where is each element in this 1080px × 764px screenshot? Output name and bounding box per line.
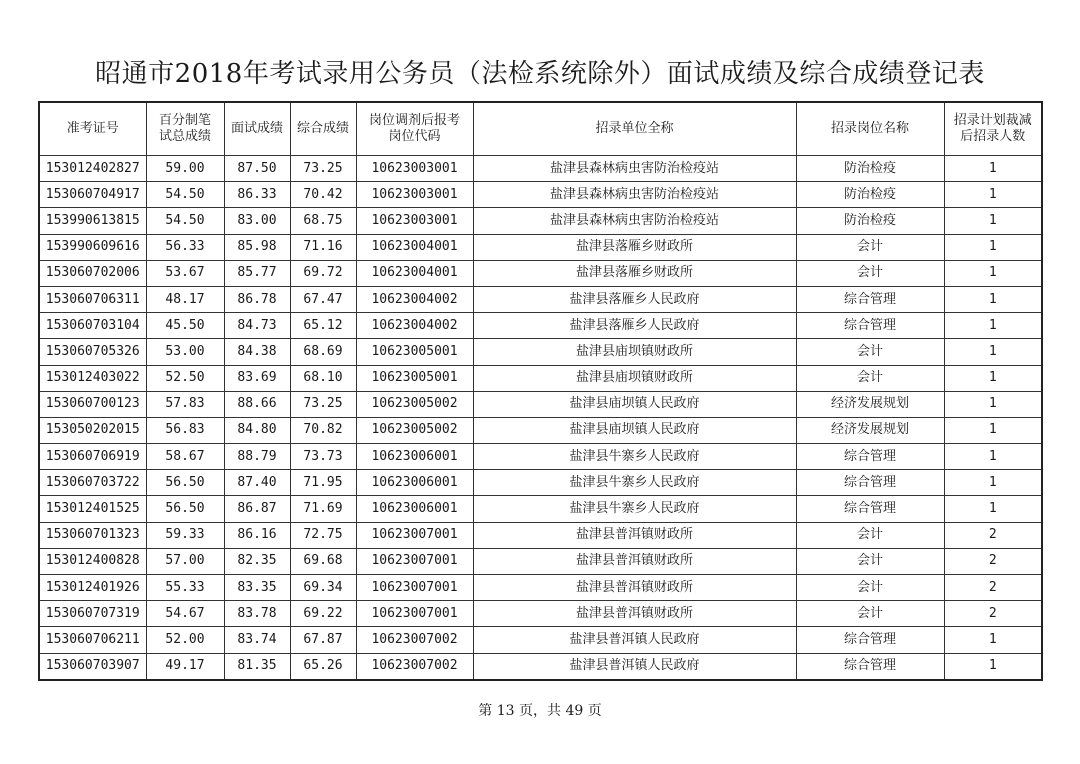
hire-count-cell: 1	[944, 313, 1042, 339]
exam-number-cell: 153060705326	[39, 339, 146, 365]
written-score-cell: 56.33	[146, 234, 224, 260]
position-name-cell: 会计	[796, 575, 944, 601]
unit-name-cell: 盐津县普洱镇财政所	[473, 601, 796, 627]
header-written-score: 百分制笔试总成绩	[146, 102, 224, 156]
hire-count-cell: 1	[944, 286, 1042, 312]
hire-count-cell: 2	[944, 575, 1042, 601]
written-score-cell: 54.50	[146, 182, 224, 208]
header-exam-number: 准考证号	[39, 102, 146, 156]
header-unit-name: 招录单位全称	[473, 102, 796, 156]
exam-number-cell: 153060700123	[39, 391, 146, 417]
interview-score-cell: 86.78	[224, 286, 290, 312]
total-score-cell: 71.69	[290, 496, 356, 522]
table-row	[39, 522, 1042, 548]
exam-number-cell: 153012402827	[39, 156, 146, 182]
hire-count-cell: 1	[944, 156, 1042, 182]
total-score-cell: 67.47	[290, 286, 356, 312]
position-code-cell: 10623004002	[356, 313, 473, 339]
position-name-cell: 综合管理	[796, 496, 944, 522]
table-row	[39, 365, 1042, 391]
hire-count-cell: 1	[944, 391, 1042, 417]
position-code-cell: 10623003001	[356, 156, 473, 182]
position-name-cell: 会计	[796, 234, 944, 260]
hire-count-cell: 1	[944, 339, 1042, 365]
position-name-cell: 经济发展规划	[796, 391, 944, 417]
exam-number-cell: 153012403022	[39, 365, 146, 391]
score-table	[38, 101, 1043, 681]
table-header	[39, 102, 1042, 156]
written-score-cell: 45.50	[146, 313, 224, 339]
interview-score-cell: 84.73	[224, 313, 290, 339]
hire-count-cell: 1	[944, 417, 1042, 443]
table-row	[39, 601, 1042, 627]
header-position-name: 招录岗位名称	[796, 102, 944, 156]
interview-score-cell: 86.33	[224, 182, 290, 208]
table-row	[39, 234, 1042, 260]
total-score-cell: 71.16	[290, 234, 356, 260]
interview-score-cell: 83.35	[224, 575, 290, 601]
written-score-cell: 56.50	[146, 470, 224, 496]
position-name-cell: 会计	[796, 548, 944, 574]
exam-number-cell: 153060703907	[39, 653, 146, 680]
total-score-cell: 69.22	[290, 601, 356, 627]
written-score-cell: 49.17	[146, 653, 224, 680]
position-name-cell: 综合管理	[796, 444, 944, 470]
position-code-cell: 10623007002	[356, 627, 473, 653]
hire-count-cell: 2	[944, 522, 1042, 548]
written-score-cell: 57.83	[146, 391, 224, 417]
hire-count-cell: 1	[944, 208, 1042, 234]
unit-name-cell: 盐津县森林病虫害防治检疫站	[473, 156, 796, 182]
exam-number-cell: 153060701323	[39, 522, 146, 548]
unit-name-cell: 盐津县普洱镇财政所	[473, 575, 796, 601]
exam-number-cell: 153060706919	[39, 444, 146, 470]
position-name-cell: 综合管理	[796, 653, 944, 680]
position-code-cell: 10623007001	[356, 601, 473, 627]
unit-name-cell: 盐津县普洱镇财政所	[473, 548, 796, 574]
position-code-cell: 10623004001	[356, 260, 473, 286]
unit-name-cell: 盐津县森林病虫害防治检疫站	[473, 182, 796, 208]
interview-score-cell: 82.35	[224, 548, 290, 574]
total-score-cell: 68.69	[290, 339, 356, 365]
written-score-cell: 52.00	[146, 627, 224, 653]
interview-score-cell: 88.79	[224, 444, 290, 470]
written-score-cell: 56.50	[146, 496, 224, 522]
unit-name-cell: 盐津县落雁乡财政所	[473, 260, 796, 286]
written-score-cell: 52.50	[146, 365, 224, 391]
exam-number-cell: 153012401525	[39, 496, 146, 522]
total-score-cell: 69.68	[290, 548, 356, 574]
position-code-cell: 10623005002	[356, 391, 473, 417]
table-row	[39, 313, 1042, 339]
unit-name-cell: 盐津县落雁乡财政所	[473, 234, 796, 260]
unit-name-cell: 盐津县牛寨乡人民政府	[473, 470, 796, 496]
table-body	[39, 156, 1042, 680]
document-title: 昭通市2018年考试录用公务员（法检系统除外）面试成绩及综合成绩登记表	[95, 59, 985, 89]
position-code-cell: 10623006001	[356, 496, 473, 522]
written-score-cell: 57.00	[146, 548, 224, 574]
written-score-cell: 59.33	[146, 522, 224, 548]
header-total-score: 综合成绩	[290, 102, 356, 156]
position-code-cell: 10623007002	[356, 653, 473, 680]
unit-name-cell: 盐津县普洱镇人民政府	[473, 653, 796, 680]
hire-count-cell: 1	[944, 365, 1042, 391]
hire-count-cell: 1	[944, 182, 1042, 208]
total-score-cell: 70.82	[290, 417, 356, 443]
exam-number-cell: 153990609616	[39, 234, 146, 260]
table-row	[39, 627, 1042, 653]
hire-count-cell: 1	[944, 260, 1042, 286]
hire-count-cell: 1	[944, 234, 1042, 260]
table-row	[39, 548, 1042, 574]
interview-score-cell: 83.69	[224, 365, 290, 391]
interview-score-cell: 87.50	[224, 156, 290, 182]
position-name-cell: 会计	[796, 339, 944, 365]
table-row	[39, 260, 1042, 286]
table-row	[39, 470, 1042, 496]
unit-name-cell: 盐津县落雁乡人民政府	[473, 313, 796, 339]
position-name-cell: 防治检疫	[796, 182, 944, 208]
unit-name-cell: 盐津县牛寨乡人民政府	[473, 444, 796, 470]
position-name-cell: 会计	[796, 365, 944, 391]
interview-score-cell: 86.87	[224, 496, 290, 522]
position-name-cell: 经济发展规划	[796, 417, 944, 443]
position-code-cell: 10623003001	[356, 182, 473, 208]
unit-name-cell: 盐津县庙坝镇财政所	[473, 339, 796, 365]
total-score-cell: 71.95	[290, 470, 356, 496]
exam-number-cell: 153012401926	[39, 575, 146, 601]
exam-number-cell: 153060703104	[39, 313, 146, 339]
table-row	[39, 339, 1042, 365]
interview-score-cell: 87.40	[224, 470, 290, 496]
header-hire-count: 招录计划裁减后招录人数	[944, 102, 1042, 156]
table-row	[39, 575, 1042, 601]
position-code-cell: 10623004002	[356, 286, 473, 312]
hire-count-cell: 2	[944, 548, 1042, 574]
position-name-cell: 会计	[796, 260, 944, 286]
total-score-cell: 69.72	[290, 260, 356, 286]
total-score-cell: 73.25	[290, 391, 356, 417]
interview-score-cell: 84.80	[224, 417, 290, 443]
written-score-cell: 54.67	[146, 601, 224, 627]
position-code-cell: 10623007001	[356, 522, 473, 548]
position-code-cell: 10623005002	[356, 417, 473, 443]
table-row	[39, 156, 1042, 182]
header-interview-score: 面试成绩	[224, 102, 290, 156]
exam-number-cell: 153060706211	[39, 627, 146, 653]
written-score-cell: 56.83	[146, 417, 224, 443]
written-score-cell: 59.00	[146, 156, 224, 182]
interview-score-cell: 86.16	[224, 522, 290, 548]
position-code-cell: 10623007001	[356, 548, 473, 574]
written-score-cell: 48.17	[146, 286, 224, 312]
written-score-cell: 55.33	[146, 575, 224, 601]
hire-count-cell: 1	[944, 653, 1042, 680]
position-name-cell: 综合管理	[796, 313, 944, 339]
exam-number-cell: 153050202015	[39, 417, 146, 443]
total-score-cell: 68.75	[290, 208, 356, 234]
total-score-cell: 65.12	[290, 313, 356, 339]
total-score-cell: 73.73	[290, 444, 356, 470]
exam-number-cell: 153060704917	[39, 182, 146, 208]
page-footer: 第 13 页，共 49 页	[478, 703, 602, 719]
table-row	[39, 653, 1042, 680]
position-name-cell: 综合管理	[796, 286, 944, 312]
hire-count-cell: 1	[944, 470, 1042, 496]
total-score-cell: 69.34	[290, 575, 356, 601]
unit-name-cell: 盐津县庙坝镇人民政府	[473, 391, 796, 417]
position-name-cell: 会计	[796, 522, 944, 548]
interview-score-cell: 81.35	[224, 653, 290, 680]
position-name-cell: 防治检疫	[796, 156, 944, 182]
position-name-cell: 会计	[796, 601, 944, 627]
interview-score-cell: 88.66	[224, 391, 290, 417]
interview-score-cell: 84.38	[224, 339, 290, 365]
hire-count-cell: 1	[944, 627, 1042, 653]
unit-name-cell: 盐津县普洱镇人民政府	[473, 627, 796, 653]
position-code-cell: 10623003001	[356, 208, 473, 234]
interview-score-cell: 85.98	[224, 234, 290, 260]
total-score-cell: 67.87	[290, 627, 356, 653]
total-score-cell: 72.75	[290, 522, 356, 548]
interview-score-cell: 83.78	[224, 601, 290, 627]
table-row	[39, 496, 1042, 522]
exam-number-cell: 153990613815	[39, 208, 146, 234]
position-code-cell: 10623006001	[356, 444, 473, 470]
interview-score-cell: 83.00	[224, 208, 290, 234]
position-name-cell: 防治检疫	[796, 208, 944, 234]
hire-count-cell: 1	[944, 496, 1042, 522]
total-score-cell: 65.26	[290, 653, 356, 680]
unit-name-cell: 盐津县牛寨乡人民政府	[473, 496, 796, 522]
table-row	[39, 444, 1042, 470]
table-row	[39, 286, 1042, 312]
exam-number-cell: 153060706311	[39, 286, 146, 312]
unit-name-cell: 盐津县庙坝镇人民政府	[473, 417, 796, 443]
exam-number-cell: 153060703722	[39, 470, 146, 496]
position-code-cell: 10623005001	[356, 339, 473, 365]
position-code-cell: 10623004001	[356, 234, 473, 260]
position-name-cell: 综合管理	[796, 627, 944, 653]
table-row	[39, 208, 1042, 234]
table-row	[39, 391, 1042, 417]
unit-name-cell: 盐津县庙坝镇财政所	[473, 365, 796, 391]
unit-name-cell: 盐津县普洱镇财政所	[473, 522, 796, 548]
written-score-cell: 53.00	[146, 339, 224, 365]
written-score-cell: 58.67	[146, 444, 224, 470]
position-code-cell: 10623007001	[356, 575, 473, 601]
table-row	[39, 182, 1042, 208]
total-score-cell: 73.25	[290, 156, 356, 182]
total-score-cell: 70.42	[290, 182, 356, 208]
position-code-cell: 10623005001	[356, 365, 473, 391]
written-score-cell: 53.67	[146, 260, 224, 286]
hire-count-cell: 1	[944, 444, 1042, 470]
exam-number-cell: 153060707319	[39, 601, 146, 627]
exam-number-cell: 153060702006	[39, 260, 146, 286]
interview-score-cell: 83.74	[224, 627, 290, 653]
unit-name-cell: 盐津县森林病虫害防治检疫站	[473, 208, 796, 234]
table-row	[39, 417, 1042, 443]
position-name-cell: 综合管理	[796, 470, 944, 496]
total-score-cell: 68.10	[290, 365, 356, 391]
exam-number-cell: 153012400828	[39, 548, 146, 574]
hire-count-cell: 2	[944, 601, 1042, 627]
unit-name-cell: 盐津县落雁乡人民政府	[473, 286, 796, 312]
position-code-cell: 10623006001	[356, 470, 473, 496]
header-position-code: 岗位调剂后报考岗位代码	[356, 102, 473, 156]
interview-score-cell: 85.77	[224, 260, 290, 286]
written-score-cell: 54.50	[146, 208, 224, 234]
